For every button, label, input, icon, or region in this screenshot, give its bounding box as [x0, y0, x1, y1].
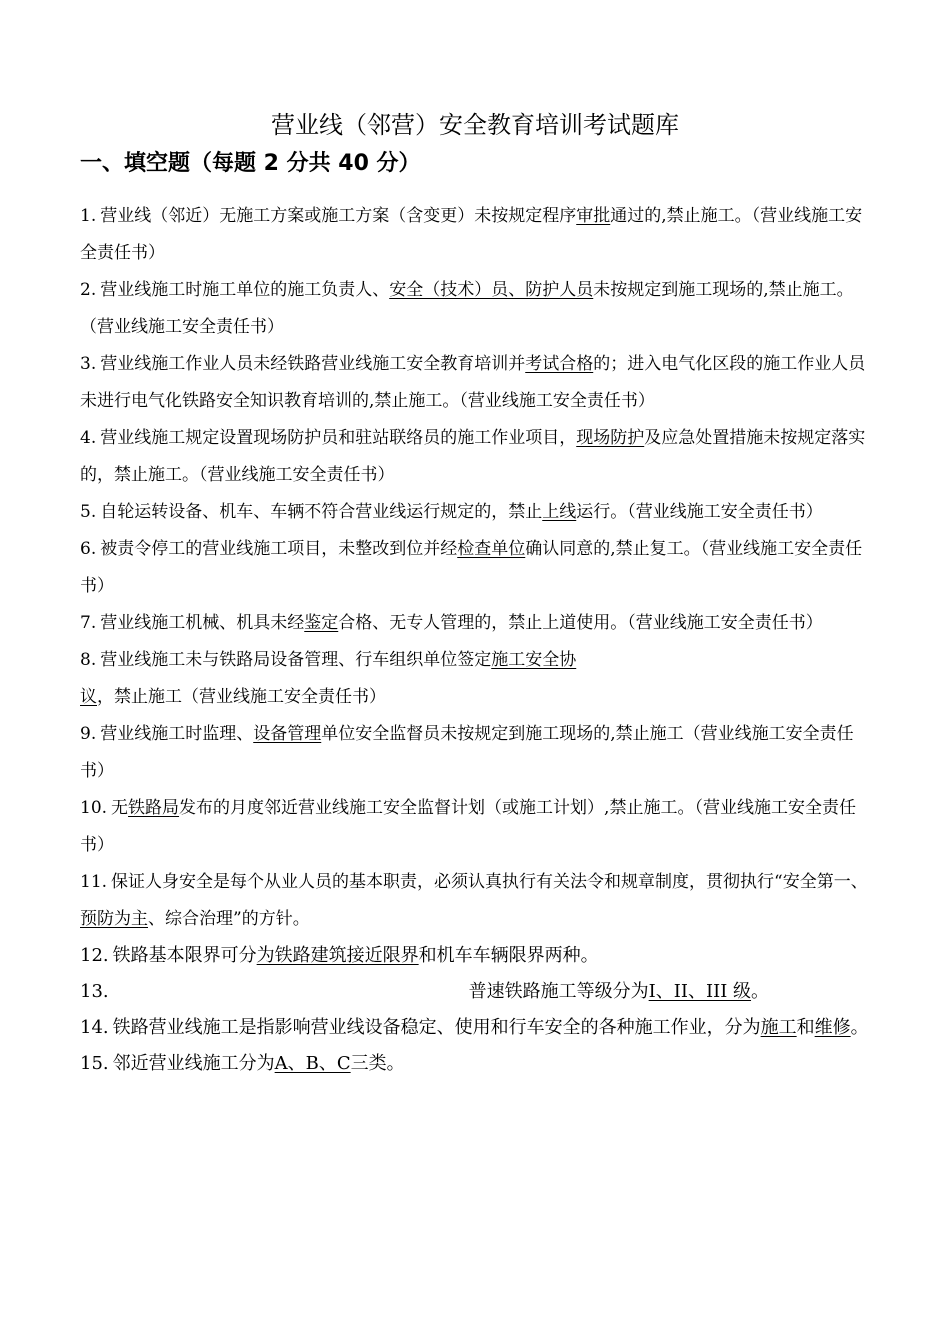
question-number: 12. [80, 945, 109, 966]
question-text: 及应急处置措施未按规定落实的，禁止施工。（营业线施工安全责任书） [80, 428, 866, 485]
question-answer: 维修 [814, 1017, 851, 1038]
question-answer: 鉴定 [304, 613, 339, 633]
question-list [80, 198, 875, 1082]
question-number: 4. [80, 428, 97, 448]
question-number: 9. [80, 724, 97, 744]
question-text: 营业线施工作业人员未经铁路营业线施工安全教育培训并 [100, 354, 526, 374]
question-item [80, 1010, 875, 1046]
question-text: 铁路基本限界可分 [112, 945, 257, 966]
document-title: 营业线（邻营）安全教育培训考试题库 [271, 111, 679, 139]
question-item [80, 494, 875, 531]
question-text: ，禁止施工（营业线施工安全责任书） [97, 687, 386, 707]
question-number: 2. [80, 280, 97, 300]
question-number: 11. [80, 872, 108, 892]
question-text: 营业线施工机械、机具未经 [100, 613, 305, 633]
question-answer: 预防为主 [80, 909, 148, 929]
question-item [80, 642, 875, 716]
question-answer: 施工安全协议 [80, 650, 577, 707]
question-text: 普速铁路施工等级分为 [468, 981, 649, 1002]
question-answer: 安全（技术）员、防护人员 [389, 280, 594, 300]
question-item [80, 864, 875, 938]
question-text: 确认同意的,禁止复工。（营业线施工安全责任书） [80, 539, 863, 596]
question-text: 邻近营业线施工分为 [112, 1053, 275, 1074]
question-text: 。 [751, 981, 770, 1002]
question-text: 被责令停工的营业线施工项目，未整改到位并经 [100, 539, 458, 559]
question-item [80, 790, 875, 864]
question-text: 铁路营业线施工是指影响营业线设备稳定、使用和行车安全的各种施工作业，分为 [112, 1017, 761, 1038]
question-number: 13. [80, 981, 109, 1002]
question-item [80, 531, 875, 605]
question-item [80, 420, 875, 494]
question-number: 15. [80, 1053, 109, 1074]
question-answer: 检查单位 [457, 539, 526, 559]
question-number: 3. [80, 354, 97, 374]
question-text: 通过的,禁止施工。（营业线施工安全责任书） [80, 206, 863, 263]
question-text: 自轮运转设备、机车、车辆不符合营业线运行规定的，禁止 [100, 502, 543, 522]
question-answer: 现场防护 [576, 428, 645, 448]
question-text: 、综合治理”的方针。 [148, 909, 310, 929]
question-text: 未按规定到施工现场的,禁止施工。（营业线施工安全责任书） [80, 280, 854, 337]
question-answer: I、II、III 级 [648, 981, 752, 1002]
question-number: 8. [80, 650, 97, 670]
question-answer: 施工 [760, 1017, 797, 1038]
question-number: 10. [80, 798, 108, 818]
question-number: 14. [80, 1017, 109, 1038]
question-text: 营业线施工规定设置现场防护员和驻站联络员的施工作业项目， [100, 428, 577, 448]
question-item [80, 1046, 875, 1082]
question-text: 运行。（营业线施工安全责任书） [576, 502, 823, 522]
question-item [80, 716, 875, 790]
question-answer: A、B、C [274, 1053, 351, 1074]
section-heading: 一、填空题（每题 2 分共 40 分） [80, 151, 421, 176]
question-answer: 铁路局 [128, 798, 180, 818]
question-item [80, 974, 875, 1010]
question-text: 和 [796, 1017, 815, 1038]
question-text: 单位安全监督员未按规定到施工现场的,禁止施工（营业线施工安全责任书） [80, 724, 854, 781]
question-item [80, 198, 875, 272]
question-text: 无 [111, 798, 129, 818]
question-item [80, 605, 875, 642]
question-text: 和机车车辆限界两种。 [418, 945, 599, 966]
question-number: 7. [80, 613, 97, 633]
question-text: 合格、无专人管理的，禁止上道使用。（营业线施工安全责任书） [338, 613, 823, 633]
question-text: 营业线（邻近）无施工方案或施工方案（含变更）未按规定程序 [100, 206, 577, 226]
question-text: 的；进入电气化区段的施工作业人员未进行电气化铁路安全知识教育培训的,禁止施工。（营业线施工安全责任书） [80, 354, 866, 411]
question-text: 营业线施工时施工单位的施工负责人、 [100, 280, 390, 300]
question-item [80, 346, 875, 420]
question-text: 营业线施工未与铁路局设备管理、行车组织单位签定 [100, 650, 492, 670]
question-answer: 为铁路建筑接近限界 [256, 945, 419, 966]
question-answer: 设备管理 [253, 724, 322, 744]
question-number: 5. [80, 502, 97, 522]
question-text: 营业线施工时监理、 [100, 724, 254, 744]
question-answer: 审批 [576, 206, 611, 226]
question-number: 1. [80, 206, 97, 226]
question-number: 6. [80, 539, 97, 559]
question-item [80, 272, 875, 346]
question-text: 三类。 [350, 1053, 405, 1074]
question-item [80, 938, 875, 974]
question-text: 发布的月度邻近营业线施工安全监督计划（或施工计划）,禁止施工。（营业线施工安全责任书） [80, 798, 856, 855]
question-text: 。 [850, 1017, 869, 1038]
question-text: 保证人身安全是每个从业人员的基本职责，必须认真执行有关法令和规章制度，贯彻执行“安全第一、 [111, 872, 868, 892]
question-answer: 考试合格 [525, 354, 594, 374]
question-answer: 上线 [542, 502, 577, 522]
